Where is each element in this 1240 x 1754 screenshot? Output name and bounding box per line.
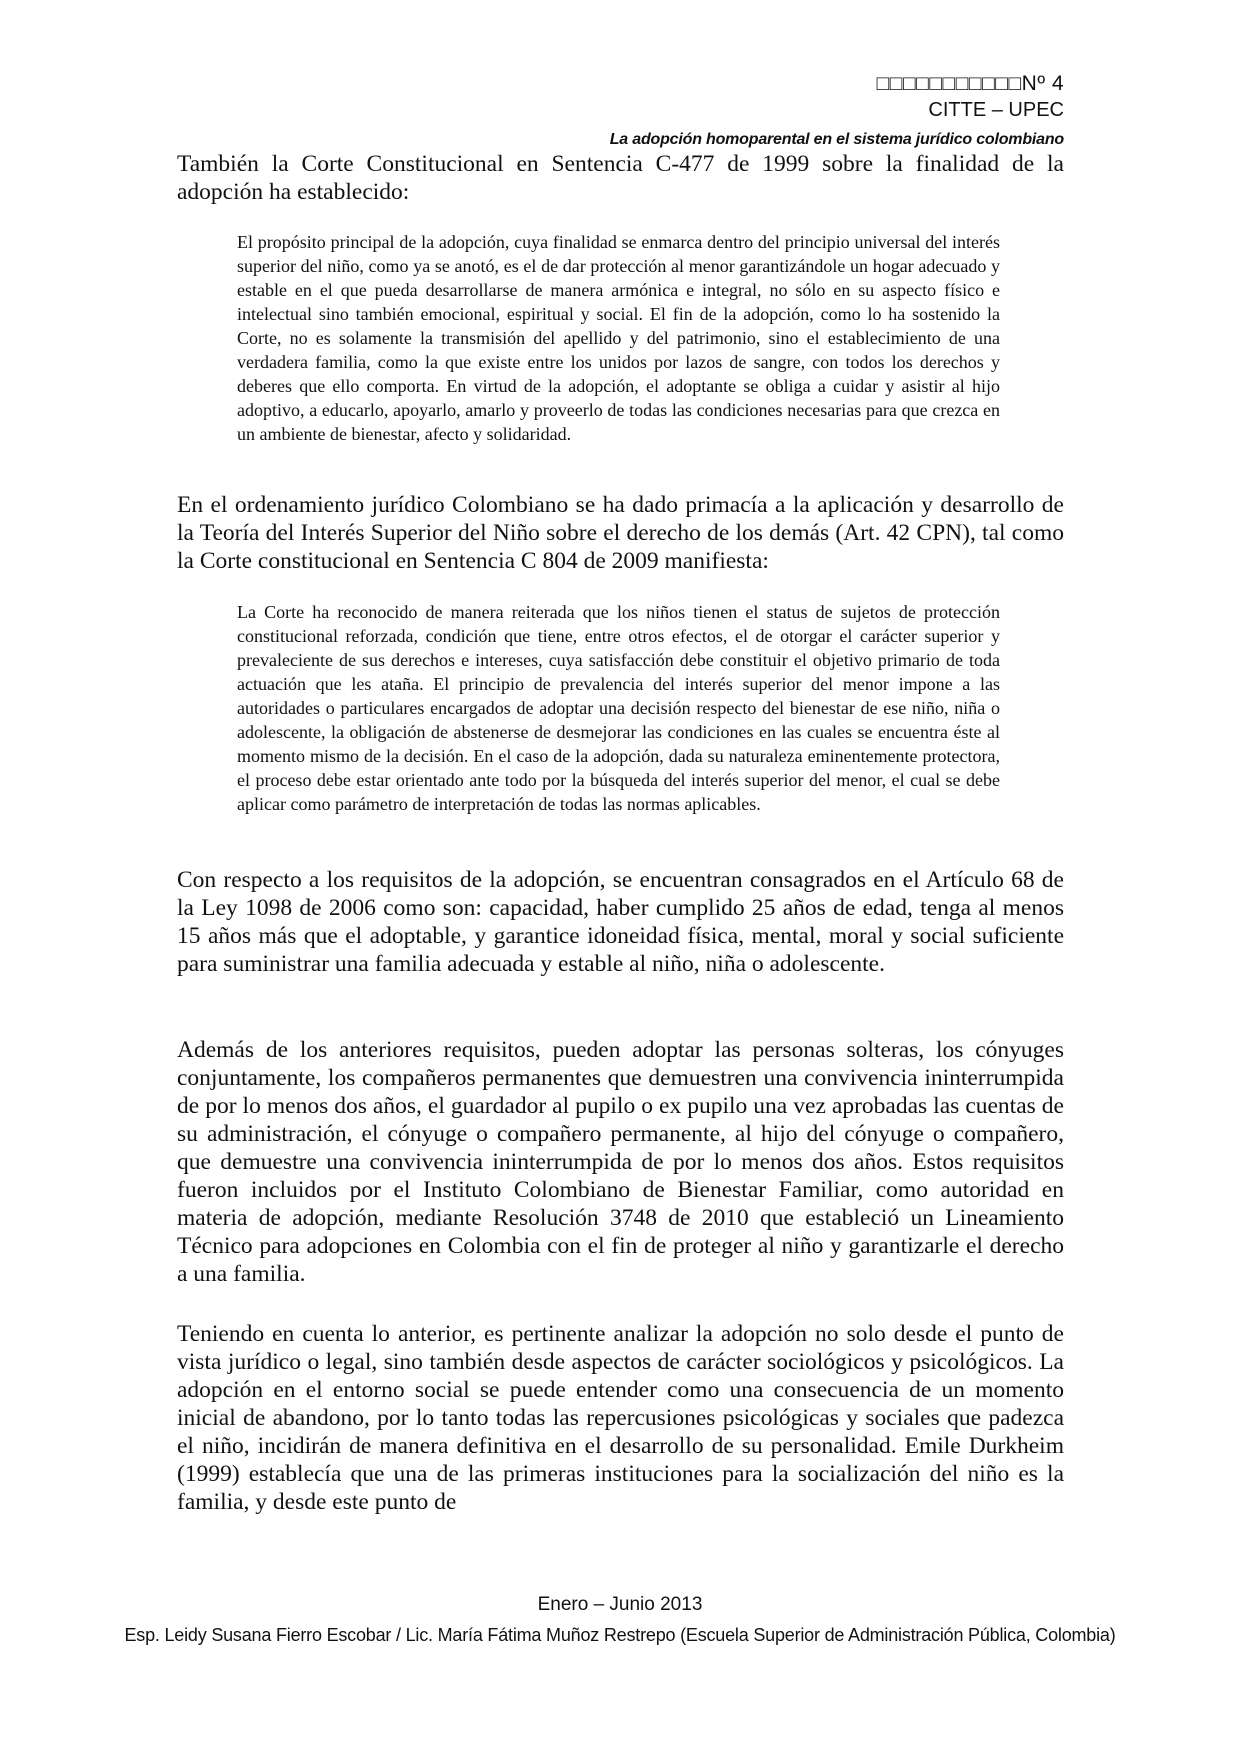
article-running-title: La adopción homoparental en el sistema jurídico colombiano	[609, 131, 1064, 148]
block-quote-c804: La Corte ha reconocido de manera reiterada que los niños tienen el status de sujetos de protección constitucional reforzada, condición que tiene, entre otros efectos, el de otorgar el carácter superior y prevaleciente de sus derechos e intereses, cuya satisfacción debe constituir el objetivo primario de toda actuación que les ataña. El principio de prevalencia del interés superior del menor impone a las autoridades o particulares encargados de adoptar una decisión respecto del bienestar de ese niño, niña o adolescente, la obligación de abstenerse de desmejorar las condiciones en las cuales se encuentra éste al momento mismo de la decisión. En el caso de la adopción, dada su naturaleza eminentemente protectora, el proceso debe estar orientado ante todo por la búsqueda del interés superior del menor, el cual se debe aplicar como parámetro de interpretación de todas las normas aplicables.	[237, 602, 1000, 814]
paragraph-intro: También la Corte Constitucional en Sentencia C-477 de 1999 sobre la finalidad de la adopción ha establecido:	[177, 151, 1064, 205]
paragraph-interes-superior: En el ordenamiento jurídico Colombiano se ha dado primacía a la aplicación y desarrollo de la Teoría del Interés Superior del Niño sobre el derecho de los demás (Art. 42 CPN), tal como la Corte constitucional en Sentencia C 804 de 2009 manifiesta:	[177, 492, 1064, 574]
footer-authors: Esp. Leidy Susana Fierro Escobar / Lic. María Fátima Muñoz Restrepo (Escuela Superior de Administración Pública, Colombia)	[124, 1625, 1116, 1645]
journal-organization: CITTE – UPEC	[928, 99, 1064, 121]
paragraph-aspectos-sociologicos: Teniendo en cuenta lo anterior, es pertinente analizar la adopción no solo desde el punto de vista jurídico o legal, sino también desde aspectos de carácter sociológicos y psicológicos. La adopción en el entorno social se puede entender como una consecuencia de un momento inicial de abandono, por lo tanto todas las repercusiones psicológicas y sociales que padezca el niño, incidirán de manera definitiva en el desarrollo de su personalidad. Emile Durkheim (1999) establecía que una de las primeras instituciones para la socialización del niño es la familia, y desde este punto de	[177, 1321, 1064, 1515]
footer-date: Enero – Junio 2013	[537, 1594, 703, 1615]
journal-number: □□□□□□□□□□□Nº 4	[876, 72, 1064, 95]
block-quote-c477: El propósito principal de la adopción, cuya finalidad se enmarca dentro del principio universal del interés superior del niño, como ya se anotó, es el de dar protección al menor garantizándole un hogar adecuado y estable en el que pueda desarrollarse de manera armónica e integral, no sólo en su aspecto físico e intelectual sino también emocional, espiritual y social. El fin de la adopción, como lo ha sostenido la Corte, no es solamente la transmisión del apellido y del patrimonio, sino el establecimiento de una verdadera familia, como la que existe entre los unidos por lazos de sangre, con todos los derechos y deberes que ello comporta. En virtud de la adopción, el adoptante se obliga a cuidar y asistir al hijo adoptivo, a educarlo, apoyarlo, amarlo y proveerlo de todas las condiciones necesarias para que crezca en un ambiente de bienestar, afecto y solidaridad.	[237, 232, 1000, 444]
paragraph-requisitos: Con respecto a los requisitos de la adopción, se encuentran consagrados en el Artículo 68 de la Ley 1098 de 2006 como son: capacidad, haber cumplido 25 años de edad, tenga al menos 15 años más que el adoptable, y garantice idoneidad física, mental, moral y social suficiente para suministrar una familia adecuada y estable al niño, niña o adolescente.	[177, 867, 1064, 977]
paragraph-requisitos-adicionales: Además de los anteriores requisitos, pueden adoptar las personas solteras, los cónyuges conjuntamente, los compañeros permanentes que demuestren una convivencia ininterrumpida de por lo menos dos años, el guardador al pupilo o ex pupilo una vez aprobadas las cuentas de su administración, el cónyuge o compañero permanente, al hijo del cónyuge o compañero, que demuestre una convivencia ininterrumpida de por lo menos dos años. Estos requisitos fueron incluidos por el Instituto Colombiano de Bienestar Familiar, como autoridad en materia de adopción, mediante Resolución 3748 de 2010 que estableció un Lineamiento Técnico para adopciones en Colombia con el fin de proteger al niño y garantizarle el derecho a una familia.	[177, 1037, 1064, 1287]
page-header	[610, 70, 1064, 153]
